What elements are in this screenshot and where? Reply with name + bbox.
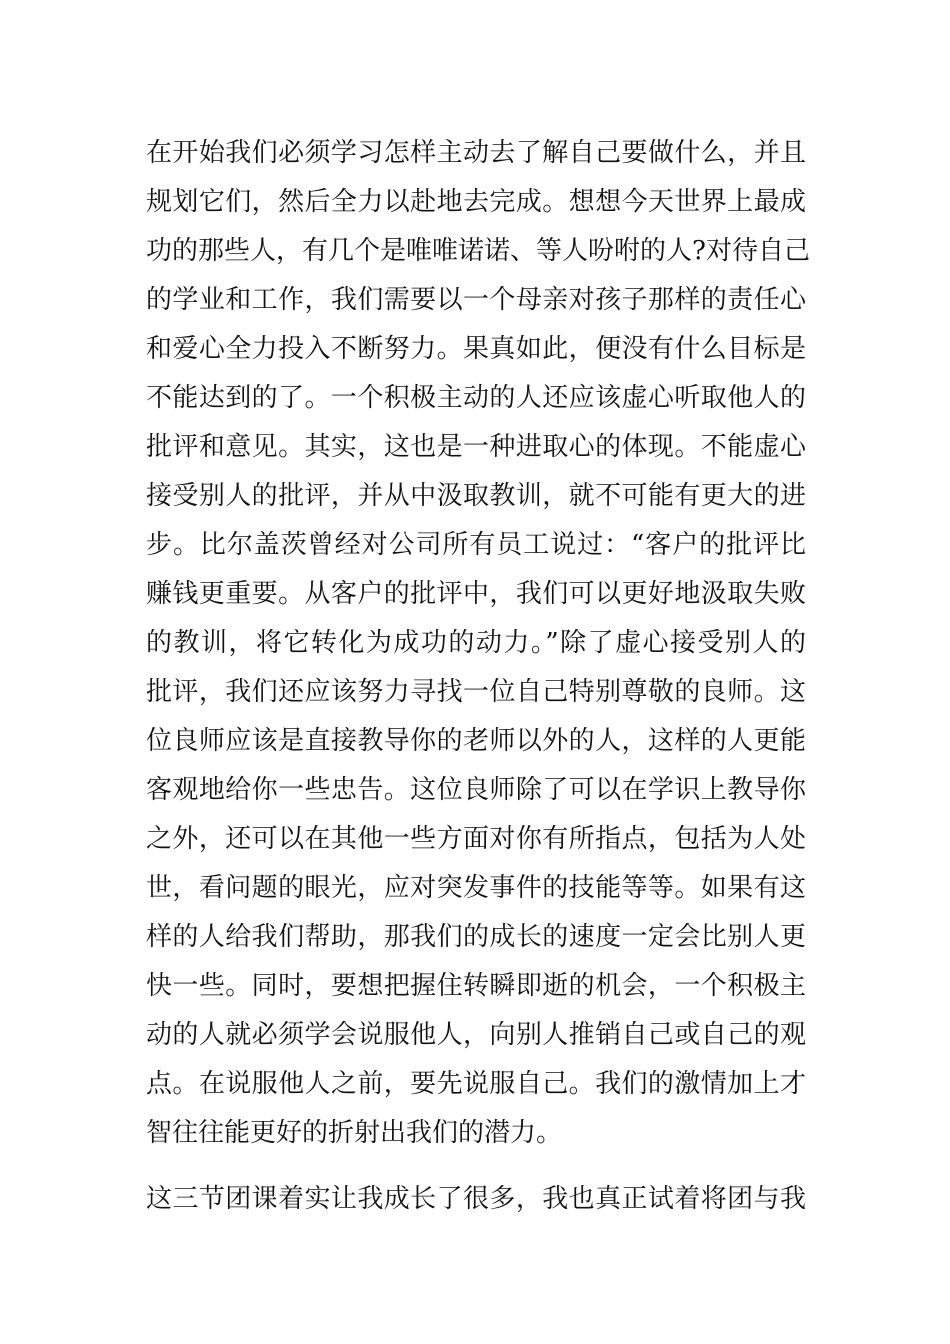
text-line: 的教训，将它转化为成功的动力。”除了虚心接受别人的 bbox=[146, 628, 806, 658]
text-line: 这三节团课着实让我成长了很多，我也真正试着将团与我 bbox=[146, 1184, 806, 1214]
text-line: 位良师应该是直接教导你的老师以外的人，这样的人更能 bbox=[146, 726, 806, 756]
text-line: 样的人给我们帮助，那我们的成长的速度一定会比别人更 bbox=[146, 922, 806, 952]
text-line: 规划它们，然后全力以赴地去完成。想想今天世界上最成 bbox=[146, 187, 806, 217]
text-line: 点。在说服他人之前，要先说服自己。我们的激情加上才 bbox=[146, 1069, 806, 1099]
text-line: 客观地给你一些忠告。这位良师除了可以在学识上教导你 bbox=[146, 775, 806, 805]
text-line: 赚钱更重要。从客户的批评中，我们可以更好地汲取失败 bbox=[146, 579, 806, 609]
text-line: 功的那些人，有几个是唯唯诺诺、等人吩咐的人?对待自己 bbox=[146, 236, 810, 266]
text-line: 的学业和工作，我们需要以一个母亲对孩子那样的责任心 bbox=[146, 285, 806, 315]
text-line: 步。比尔盖茨曾经对公司所有员工说过：“客户的批评比 bbox=[146, 530, 806, 560]
text-line: 快一些。同时，要想把握住转瞬即逝的机会，一个积极主 bbox=[146, 971, 806, 1001]
text-line: 世，看问题的眼光，应对突发事件的技能等等。如果有这 bbox=[146, 873, 806, 903]
text-line: 不能达到的了。一个积极主动的人还应该虚心听取他人的 bbox=[146, 383, 806, 413]
text-line: 智往往能更好的折射出我们的潜力。 bbox=[146, 1118, 563, 1148]
text-line: 动的人就必须学会说服他人，向别人推销自己或自己的观 bbox=[146, 1020, 806, 1050]
text-line: 之外，还可以在其他一些方面对你有所指点，包括为人处 bbox=[146, 824, 806, 854]
text-line: 在开始我们必须学习怎样主动去了解自己要做什么，并且 bbox=[146, 138, 806, 168]
text-line: 和爱心全力投入不断努力。果真如此，便没有什么目标是 bbox=[146, 334, 806, 364]
text-line: 批评，我们还应该努力寻找一位自己特别尊敬的良师。这 bbox=[146, 677, 806, 707]
text-line: 批评和意见。其实，这也是一种进取心的体现。不能虚心 bbox=[146, 432, 806, 462]
text-line: 接受别人的批评，并从中汲取教训，就不可能有更大的进 bbox=[146, 481, 806, 511]
